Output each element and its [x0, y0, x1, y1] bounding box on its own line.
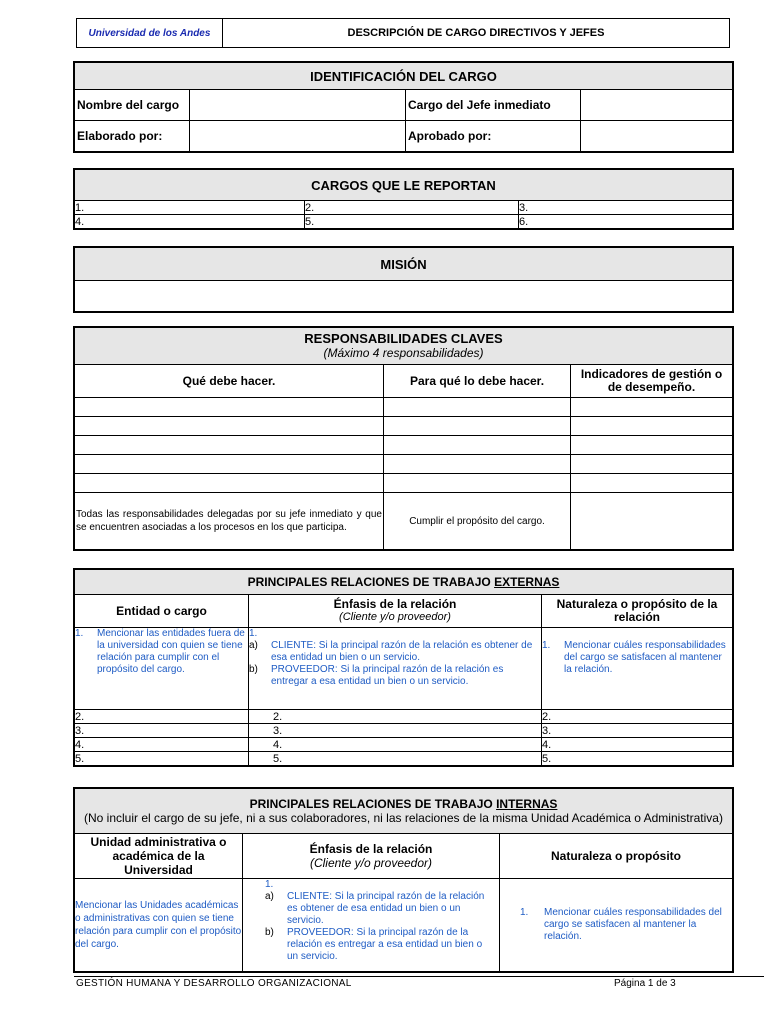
externas-title-prefix: PRINCIPALES RELACIONES DE TRABAJO: [247, 575, 491, 589]
col-para-que: Para qué lo debe hacer.: [384, 365, 571, 398]
resp-last-why: Cumplir el propósito del cargo.: [384, 493, 571, 550]
int-row1-unidad[interactable]: Mencionar las Unidades académicas o administrativas con quien se tiene relación para cumplir con el propósito del cargo.: [75, 879, 243, 972]
externas-table: [74, 569, 733, 766]
mision-field[interactable]: [75, 281, 733, 312]
resp-cell[interactable]: [571, 436, 733, 455]
ext-num[interactable]: 2.: [75, 710, 249, 724]
resp-cell[interactable]: [384, 417, 571, 436]
ext-num[interactable]: 2.: [542, 710, 733, 724]
cargo-reporta-1[interactable]: 1.: [75, 201, 305, 215]
ext-num[interactable]: 3.: [542, 724, 733, 738]
col-indicadores: Indicadores de gestión o de desempeño.: [571, 365, 733, 398]
responsabilidades-subtitle: (Máximo 4 responsabilidades): [323, 346, 484, 360]
resp-cell[interactable]: [384, 398, 571, 417]
responsabilidades-header: [75, 328, 733, 365]
resp-cell[interactable]: [571, 455, 733, 474]
ext-num[interactable]: 3.: [75, 724, 249, 738]
jefe-inmediato-field[interactable]: [581, 90, 733, 121]
ext-num[interactable]: 4.: [542, 738, 733, 752]
ext-num[interactable]: 4.: [75, 738, 249, 752]
resp-cell[interactable]: [571, 474, 733, 493]
responsabilidades-table: [74, 327, 733, 550]
resp-cell[interactable]: [75, 417, 384, 436]
int-row1-enfasis[interactable]: 1. a) CLIENTE: Si la principal razón de la relación es obtener de esa entidad un bien o un servicio. b) PROVEEDOR: Si la principal razón de la relación es entregar a esa entidad un bien o un servicio.: [243, 879, 500, 972]
document-title: DESCRIPCIÓN DE CARGO DIRECTIVOS Y JEFES: [223, 19, 730, 48]
nombre-cargo-label: Nombre del cargo: [75, 90, 190, 121]
internas-subtitle: (No incluir el cargo de su jefe, ni a sus colaboradores, ni las relaciones de la misma Unidad Académica o Administrativa): [84, 811, 723, 825]
resp-cell[interactable]: [75, 455, 384, 474]
internas-title-prefix: PRINCIPALES RELACIONES DE TRABAJO: [249, 797, 493, 811]
col-naturaleza: Naturaleza o propósito de la relación: [542, 595, 733, 628]
int-row1-naturaleza[interactable]: 1. Mencionar cuáles responsabilidades del cargo se satisfacen al mantener la relación.: [500, 879, 733, 972]
cargo-reporta-3[interactable]: 3.: [519, 201, 733, 215]
col-enfasis-title: Énfasis de la relación: [333, 597, 457, 611]
ext-num[interactable]: 4.: [249, 738, 542, 752]
ext-num[interactable]: 5.: [249, 752, 542, 766]
cargo-reporta-2[interactable]: 2.: [305, 201, 519, 215]
footer-rule: [74, 976, 764, 977]
col-naturaleza-int: Naturaleza o propósito: [500, 834, 733, 879]
elaborado-field[interactable]: [190, 121, 406, 152]
externas-title-emph: EXTERNAS: [494, 575, 560, 589]
col-enfasis: [249, 595, 542, 628]
internas-title-emph: INTERNAS: [496, 797, 558, 811]
ext-row1-enfasis[interactable]: 1. a) CLIENTE: Si la principal razón de la relación es obtener de esa entidad un bien o un servicio. b) PROVEEDOR: Si la principal razón de la relación es entregar a esa entidad un bien o un servicio.: [249, 628, 542, 710]
resp-cell[interactable]: [75, 436, 384, 455]
ext-row1-naturaleza[interactable]: 1. Mencionar cuáles responsabilidades del cargo se satisfacen al mantener la relación.: [542, 628, 733, 710]
identificacion-table: [74, 62, 733, 152]
ext-num[interactable]: 2.: [249, 710, 542, 724]
col-enfasis-sub: (Cliente y/o proveedor): [339, 611, 451, 623]
col-que-debe-hacer: Qué debe hacer.: [75, 365, 384, 398]
university-name: Universidad de los Andes: [77, 19, 223, 48]
resp-cell[interactable]: [571, 493, 733, 550]
mision-table: [74, 247, 733, 312]
footer-right: Página 1 de 3: [614, 978, 676, 989]
ext-num[interactable]: 5.: [75, 752, 249, 766]
identificacion-title: IDENTIFICACIÓN DEL CARGO: [75, 63, 733, 90]
resp-cell[interactable]: [384, 474, 571, 493]
nombre-cargo-field[interactable]: [190, 90, 406, 121]
col-entidad: Entidad o cargo: [75, 595, 249, 628]
cargos-reportan-title: CARGOS QUE LE REPORTAN: [75, 170, 733, 201]
responsabilidades-title: RESPONSABILIDADES CLAVES: [304, 331, 503, 346]
elaborado-label: Elaborado por:: [75, 121, 190, 152]
col-enfasis-int-sub: (Cliente y/o proveedor): [309, 856, 433, 870]
col-enfasis-int: [243, 834, 500, 879]
jefe-inmediato-label: Cargo del Jefe inmediato: [406, 90, 581, 121]
cargo-reporta-5[interactable]: 5.: [305, 215, 519, 229]
resp-cell[interactable]: [571, 417, 733, 436]
resp-last-what: Todas las responsabilidades delegadas por su jefe inmediato y que se encuentren asociadas a los procesos en los que participa.: [75, 493, 384, 550]
aprobado-label: Aprobado por:: [406, 121, 581, 152]
ext-row1-entidad[interactable]: 1. Mencionar las entidades fuera de la universidad con quien se tiene relación para cumplir con el propósito del cargo.: [75, 628, 249, 710]
cargo-reporta-6[interactable]: 6.: [519, 215, 733, 229]
internas-header: [75, 789, 733, 834]
resp-cell[interactable]: [75, 398, 384, 417]
resp-cell[interactable]: [571, 398, 733, 417]
aprobado-field[interactable]: [581, 121, 733, 152]
col-unidad: Unidad administrativa o académica de la Universidad: [75, 834, 243, 879]
footer-left: GESTIÓN HUMANA Y DESARROLLO ORGANIZACIONAL: [76, 978, 352, 989]
resp-cell[interactable]: [75, 474, 384, 493]
ext-num[interactable]: 3.: [249, 724, 542, 738]
resp-cell[interactable]: [384, 455, 571, 474]
header-table: [76, 18, 730, 48]
cargo-reporta-4[interactable]: 4.: [75, 215, 305, 229]
col-enfasis-int-title: Énfasis de la relación: [309, 842, 433, 856]
resp-cell[interactable]: [384, 436, 571, 455]
internas-table: [74, 788, 733, 972]
ext-num[interactable]: 5.: [542, 752, 733, 766]
cargos-reportan-table: [74, 169, 733, 229]
mision-title: MISIÓN: [75, 248, 733, 281]
externas-title: [75, 570, 733, 595]
